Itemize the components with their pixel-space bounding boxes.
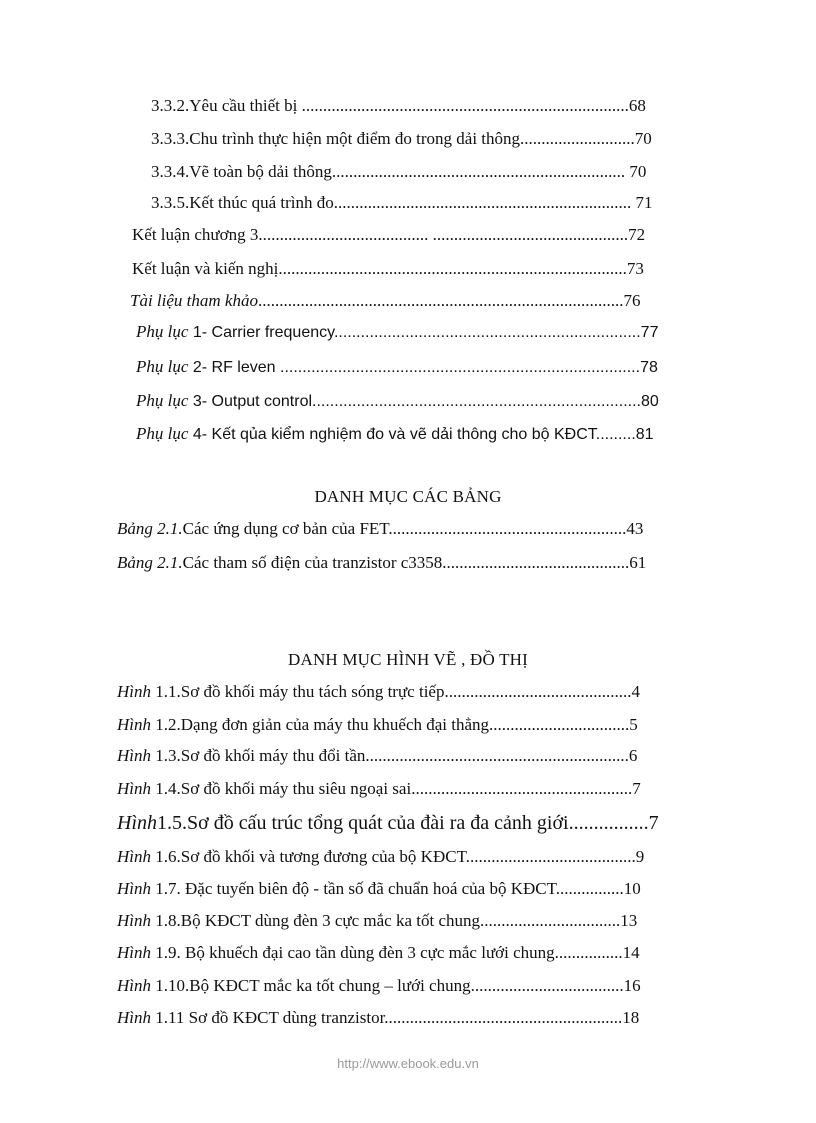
toc-entry-appendix-2: Phụ lục 2- RF leven .................................................................................78 — [136, 357, 658, 376]
figure-entry-1-5: Hình1.5.Sơ đồ cấu trúc tổng quát của đài ra đa cảnh giới................7 — [117, 812, 659, 834]
tables-heading: DANH MỤC CÁC BẢNG — [314, 487, 502, 506]
figure-entry-1-4: Hình 1.4.Sơ đồ khối máy thu siêu ngoại sai....................................................7 — [117, 779, 641, 798]
toc-entry-conclusion-ch3: Kết luận chương 3........................................ ..............................................72 — [132, 225, 646, 244]
table-entry-1: Bảng 2.1.Các ứng dụng cơ bản của FET........................................................43 — [117, 519, 644, 538]
figure-entry-1-6: Hình 1.6.Sơ đồ khối và tương đương của bộ KĐCT........................................9 — [117, 847, 645, 866]
toc-entry-appendix-3: Phụ lục 3- Output control..........................................................................80 — [136, 391, 659, 410]
figure-entry-1-2: Hình 1.2.Dạng đơn giản của máy thu khuếch đại thẳng.................................5 — [117, 715, 638, 734]
figure-entry-1-9: Hình 1.9. Bộ khuếch đại cao tần dùng đèn 3 cực mắc lưới chung................14 — [117, 943, 640, 962]
toc-entry-3-3-2: 3.3.2.Yêu cầu thiết bị .............................................................................68 — [151, 96, 646, 115]
figure-entry-1-3: Hình 1.3.Sơ đồ khối máy thu đổi tần..............................................................6 — [117, 746, 638, 765]
figure-entry-1-1: Hình 1.1.Sơ đồ khối máy thu tách sóng trực tiếp............................................4 — [117, 682, 640, 701]
toc-entry-3-3-3: 3.3.3.Chu trình thực hiện một điểm đo trong dải thông...........................70 — [151, 129, 652, 148]
toc-entry-3-3-4: 3.3.4.Vẽ toàn bộ dải thông..................................................................... 70 — [151, 162, 647, 181]
footer-url: http://www.ebook.edu.vn — [337, 1056, 479, 1071]
toc-entry-appendix-1: Phụ lục 1- Carrier frequency.....................................................................77 — [136, 322, 659, 341]
table-entry-2: Bảng 2.1.Các tham số điện của tranzistor c3358............................................61 — [117, 553, 647, 572]
toc-entry-references: Tài liệu tham khảo......................................................................................76 — [130, 291, 641, 310]
toc-entry-appendix-4: Phụ lục 4- Kết qủa kiểm nghiệm đo và vẽ dải thông cho bộ KĐCT.........81 — [136, 424, 654, 443]
figure-entry-1-8: Hình 1.8.Bộ KĐCT dùng đèn 3 cực mắc ka tốt chung.................................13 — [117, 911, 638, 930]
figure-entry-1-11: Hình 1.11 Sơ đồ KĐCT dùng tranzistor........................................................18 — [117, 1008, 640, 1027]
toc-entry-conclusion: Kết luận và kiến nghị..................................................................................73 — [132, 259, 644, 278]
figure-entry-1-10: Hình 1.10.Bộ KĐCT mắc ka tốt chung – lưới chung....................................16 — [117, 976, 641, 995]
figure-entry-1-7: Hình 1.7. Đặc tuyến biên độ - tần số đã chuẩn hoá của bộ KĐCT................10 — [117, 879, 641, 898]
figures-heading: DANH MỤC HÌNH VẼ , ĐỒ THỊ — [287, 650, 528, 669]
toc-entry-3-3-5: 3.3.5.Kết thúc quá trình đo...................................................................... 71 — [151, 193, 653, 212]
